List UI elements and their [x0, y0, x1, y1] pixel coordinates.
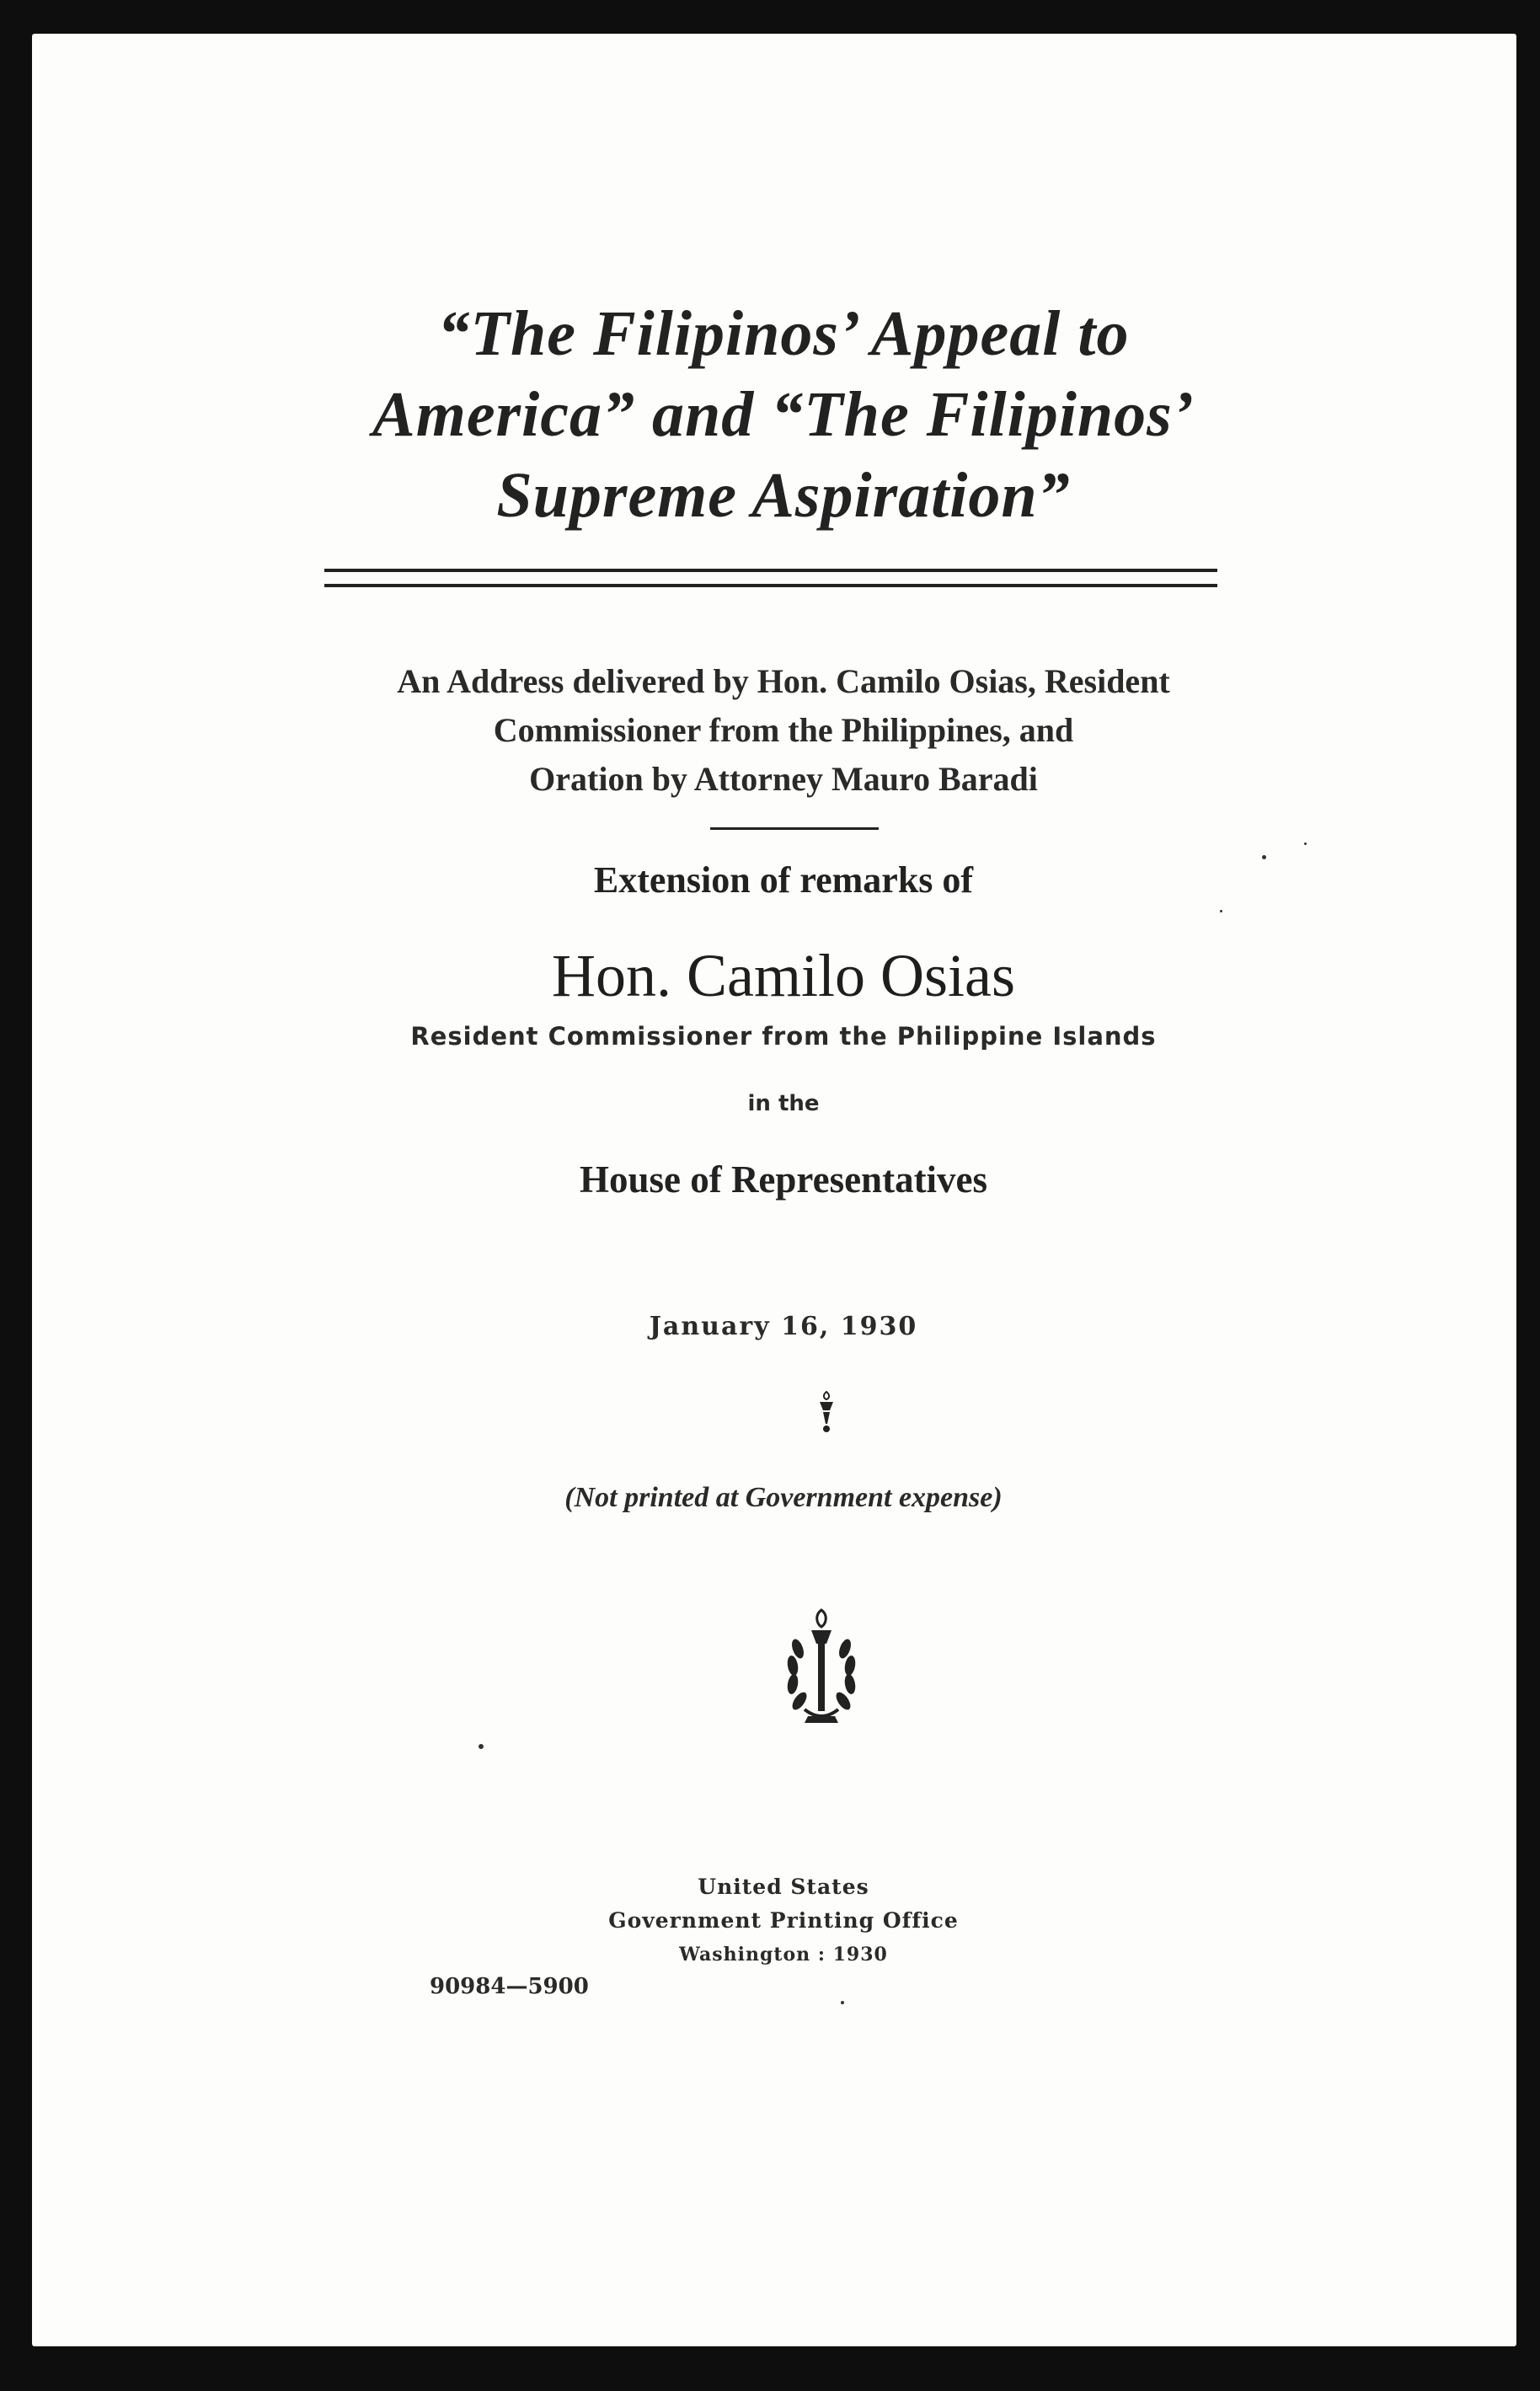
date: January 16, 1930: [649, 1312, 918, 1341]
extension-heading: Extension of remarks of: [593, 859, 974, 901]
dust-speck: [1220, 910, 1222, 912]
title-double-rule: [324, 569, 1217, 587]
subtitle-line: Commissioner from the Philippines, and: [493, 711, 1074, 749]
imprint-block: [320, 1870, 1247, 1971]
in-the-label: in the: [747, 1091, 820, 1116]
speaker-name: Hon. Camilo Osias: [552, 942, 1015, 1009]
subtitle-line: An Address delivered by Hon. Camilo Osias, Resident: [397, 662, 1170, 700]
house-heading: House of Representatives: [579, 1158, 988, 1201]
subtitle: [320, 657, 1247, 804]
page-title: [320, 293, 1247, 536]
title-line: America” and “The Filipinos’: [372, 379, 1195, 450]
short-rule: [710, 827, 879, 830]
dust-speck: [1262, 855, 1266, 859]
dust-speck: [479, 1744, 484, 1749]
title-line: Supreme Aspiration”: [496, 460, 1071, 531]
subtitle-line: Oration by Attorney Mauro Baradi: [529, 760, 1038, 798]
torch-ornament-icon: [814, 1390, 839, 1434]
imprint-line: United States: [698, 1875, 869, 1899]
imprint-line: Government Printing Office: [608, 1908, 959, 1933]
dust-speck: [1304, 842, 1307, 845]
imprint-line: Washington : 1930: [679, 1944, 888, 1966]
torch-wreath-emblem-icon: [779, 1605, 864, 1731]
title-line: “The Filipinos’ Appeal to: [437, 298, 1130, 369]
job-number: 90984—5900: [430, 1974, 589, 1999]
dust-speck: [841, 2001, 844, 2004]
printing-note: (Not printed at Government expense): [564, 1482, 1003, 1513]
speaker-role: Resident Commissioner from the Philippine Islands: [410, 1022, 1157, 1051]
